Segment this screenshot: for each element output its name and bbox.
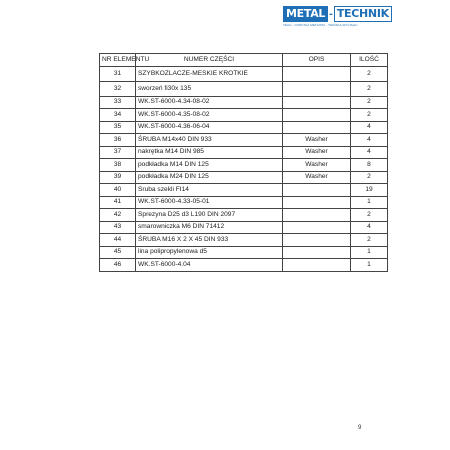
cell-opis — [283, 81, 351, 96]
cell-nr: 33 — [100, 96, 136, 109]
cell-ilosc: 4 — [351, 221, 388, 234]
table-row — [100, 246, 388, 259]
table-row — [100, 259, 388, 272]
cell-opis — [283, 209, 351, 222]
cell-nr: 34 — [100, 109, 136, 122]
cell-nr: 37 — [100, 146, 136, 159]
cell-name: WK.ST-6000-4.35-08-02 — [136, 109, 283, 122]
table-header-row — [100, 54, 388, 67]
table-row — [100, 81, 388, 96]
cell-ilosc: 2 — [351, 109, 388, 122]
page-number: 9 — [358, 425, 362, 431]
cell-opis: Washer — [283, 171, 351, 184]
cell-ilosc: 2 — [351, 171, 388, 184]
logo-part-2: TECHNIK — [334, 6, 392, 22]
cell-ilosc: 2 — [351, 209, 388, 222]
cell-nr: 40 — [100, 184, 136, 197]
table-row — [100, 159, 388, 172]
cell-nr: 46 — [100, 259, 136, 272]
logo-part-1: METAL — [283, 6, 328, 22]
table-row — [100, 196, 388, 209]
cell-ilosc: 2 — [351, 66, 388, 81]
table-row — [100, 121, 388, 134]
cell-nr: 31 — [100, 66, 136, 81]
header-name: NUMER CZĘŚCI — [136, 54, 283, 67]
cell-nr: 41 — [100, 196, 136, 209]
cell-nr: 32 — [100, 81, 136, 96]
cell-opis: Washer — [283, 134, 351, 147]
cell-ilosc: 1 — [351, 196, 388, 209]
cell-opis — [283, 246, 351, 259]
cell-opis: Washer — [283, 159, 351, 172]
cell-name: lina polipropylenowa d5 — [136, 246, 283, 259]
cell-opis — [283, 121, 351, 134]
logo-tagline: TECH - ОЧИСТКА МЕТАЛЛА · TEKNIKA WYCIĄGU — [283, 23, 358, 27]
table-row — [100, 234, 388, 247]
cell-nr: 39 — [100, 171, 136, 184]
table-row — [100, 66, 388, 81]
header-opis: OPIS — [283, 54, 351, 67]
cell-nr: 38 — [100, 159, 136, 172]
cell-ilosc: 8 — [351, 159, 388, 172]
cell-nr: 44 — [100, 234, 136, 247]
table-row — [100, 184, 388, 197]
cell-name: podkładka M14 DIN 125 — [136, 159, 283, 172]
cell-name: nakrętka M14 DIN 985 — [136, 146, 283, 159]
cell-nr: 36 — [100, 134, 136, 147]
cell-opis — [283, 221, 351, 234]
cell-name: smarowniczka M6 DIN 71412 — [136, 221, 283, 234]
table-row — [100, 109, 388, 122]
cell-name: WK.ST-6000-4.36-06-04 — [136, 121, 283, 134]
cell-name: sworzeń fi30x 135 — [136, 81, 283, 96]
cell-ilosc: 4 — [351, 121, 388, 134]
cell-nr: 35 — [100, 121, 136, 134]
cell-ilosc: 2 — [351, 96, 388, 109]
cell-opis — [283, 109, 351, 122]
table-row — [100, 171, 388, 184]
cell-ilosc: 4 — [351, 146, 388, 159]
table-row — [100, 209, 388, 222]
cell-name: WK.ST-6000-4.33-05-01 — [136, 196, 283, 209]
cell-ilosc: 1 — [351, 259, 388, 272]
cell-ilosc: 4 — [351, 134, 388, 147]
table-row — [100, 146, 388, 159]
cell-name: WK.ST-6000-4.34-08-02 — [136, 96, 283, 109]
table-row — [100, 221, 388, 234]
cell-name: Sruba szekli FI14 — [136, 184, 283, 197]
cell-name: ŚRUBA M14x40 DIN 933 — [136, 134, 283, 147]
cell-name: ŚRUBA M16 X 2 X 45 DIN 933 — [136, 234, 283, 247]
cell-nr: 45 — [100, 246, 136, 259]
cell-nr: 42 — [100, 209, 136, 222]
cell-opis: Washer — [283, 146, 351, 159]
cell-ilosc: 2 — [351, 234, 388, 247]
table-body — [100, 66, 388, 271]
company-logo: METAL - TECHNIK — [283, 6, 371, 22]
cell-name: SZYBKOZLACZE-MESKIE KROTKIE — [136, 66, 283, 81]
cell-opis — [283, 66, 351, 81]
cell-opis — [283, 234, 351, 247]
cell-name: Sprezyna D25 d3 L190 DIN 2097 — [136, 209, 283, 222]
cell-name: WK.ST-6000-4.04 — [136, 259, 283, 272]
header-ilosc: ILOŚĆ — [351, 54, 388, 67]
cell-opis — [283, 196, 351, 209]
cell-opis — [283, 259, 351, 272]
cell-ilosc: 1 — [351, 246, 388, 259]
cell-name: podkładka M24 DIN 125 — [136, 171, 283, 184]
header-nr: NR ELEMENTU — [100, 54, 136, 67]
cell-ilosc: 19 — [351, 184, 388, 197]
table-row — [100, 96, 388, 109]
table-row — [100, 134, 388, 147]
cell-opis — [283, 96, 351, 109]
cell-nr: 43 — [100, 221, 136, 234]
parts-table — [99, 53, 388, 272]
cell-opis — [283, 184, 351, 197]
cell-ilosc: 2 — [351, 81, 388, 96]
